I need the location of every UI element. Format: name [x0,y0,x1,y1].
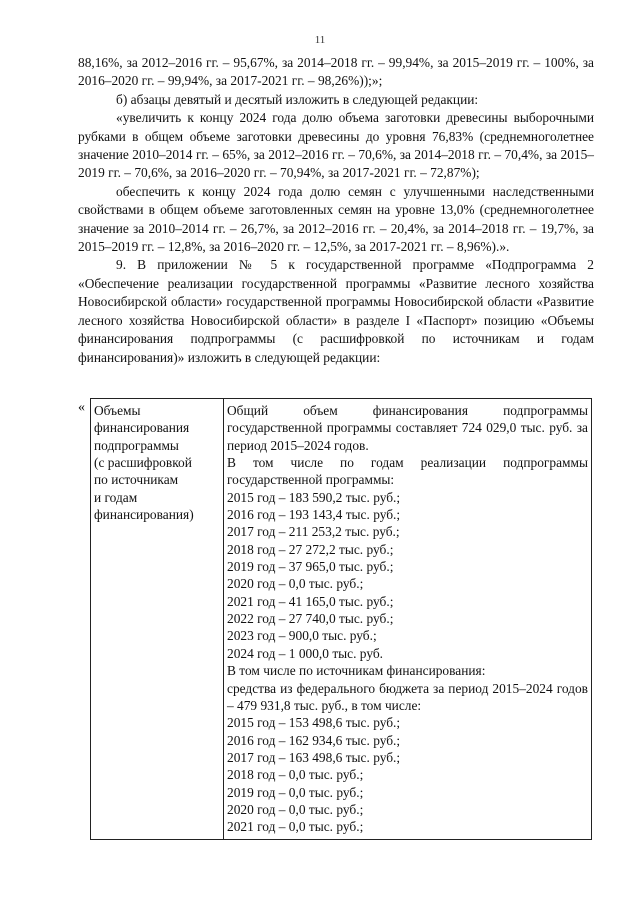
paragraph: обеспечить к концу 2024 года долю семян с улучшенными наследственными свойствами в общем объеме заготовленных семян на уровне 13,0% (среднемноголетнее значение за 2010–2014 гг. – 26,7%, за 2012–2016 гг. – 20,4%, за 2014–2018 гг. – 19,7%, за 2015–2019 гг. – 12,8%, за 2016–2020 гг. – 12,5%, за 2017-2021 гг. – 8,96%).». [78,183,594,255]
content-line: 2018 год – 27 272,2 тыс. руб.; [227,541,394,557]
table-cell-label [91,399,224,840]
content-line: 2017 год – 211 253,2 тыс. руб.; [227,524,400,540]
content-line: 2017 год – 163 498,6 тыс. руб.; [227,749,401,765]
content-line: 2019 год – 0,0 тыс. руб.; [227,784,364,800]
content-line: 2022 год – 27 740,0 тыс. руб.; [227,611,394,627]
label-line: и годам [94,489,138,505]
content-line: 2024 год – 1 000,0 тыс. руб. [227,645,384,661]
content-line: 2021 год – 41 165,0 тыс. руб.; [227,593,394,609]
content-line: 2018 год – 0,0 тыс. руб.; [227,767,364,783]
paragraph: 88,16%, за 2012–2016 гг. – 95,67%, за 2014–2018 гг. – 99,94%, за 2015–2019 гг. – 100%, за 2016–2020 гг. – 99,94%, за 2017-2021 гг. – 98,26%));»; [78,55,594,89]
content-line: 2023 год – 900,0 тыс. руб.; [227,628,377,644]
content-line: 2016 год – 162 934,6 тыс. руб.; [227,732,401,748]
content-line: 2016 год – 193 143,4 тыс. руб.; [227,507,401,523]
label-line: подпрограммы [94,437,179,453]
paragraph: 9. В приложении № 5 к государственной программе «Подпрограмма 2 «Обеспечение реализации государственной программы «Развитие лесного хозяйства Новосибирской области» государственной программы Новосибирской области «Развитие лесного хозяйства Новосибирской области» в разделе I «Паспорт» позицию «Объемы финансирования подпрограммы (с расшифровкой по источникам и годам финансирования)» изложить в следующей редакции: [78,257,594,365]
table-row [91,399,592,840]
paragraph: б) абзацы девятый и десятый изложить в следующей редакции: [116,91,479,107]
content-line: 2020 год – 0,0 тыс. руб.; [227,801,364,817]
content-line: 2021 год – 0,0 тыс. руб.; [227,819,364,835]
financing-table [90,398,592,840]
table-cell-content [224,399,592,840]
content-line: В том числе по источникам финансирования: [227,663,486,679]
paragraph: «увеличить к концу 2024 года долю объема заготовки древесины выборочными рубками в общем объеме заготовки древесины до уровня 76,83% (среднемноголетнее значение 2010–2014 гг. – 65%, за 2012–2016 гг. – 70,6%, за 2014–2018 гг. – 70,4%, за 2015–2019 гг. – 70,6%, за 2016–2020 гг. – 70,94%, за 2017-2021 гг. – 72,87%); [78,110,594,181]
content-line: средства из федерального бюджета за период 2015–2024 годов – 479 931,8 тыс. руб., в том числе: [227,680,588,713]
label-line: (с расшифровкой [94,455,192,471]
open-quote: « [78,400,85,415]
content-line: 2019 год – 37 965,0 тыс. руб.; [227,559,394,575]
body-text [78,54,594,367]
page-number: 11 [314,34,326,46]
label-line: финансирования) [94,507,194,523]
label-line: по источникам [94,472,179,488]
label-line: Объемы [94,403,141,418]
content-line: 2015 год – 153 498,6 тыс. руб.; [227,715,401,731]
content-line: В том числе по годам реализации подпрограммы государственной программы: [227,455,588,488]
label-line: финансирования [94,420,190,436]
content-line: 2015 год – 183 590,2 тыс. руб.; [227,489,401,505]
content-line: 2020 год – 0,0 тыс. руб.; [227,576,364,592]
content-line: Общий объем финансирования подпрограммы государственной программы составляет 724 029,0 тыс. руб. за период 2015–2024 годов. [227,403,588,453]
